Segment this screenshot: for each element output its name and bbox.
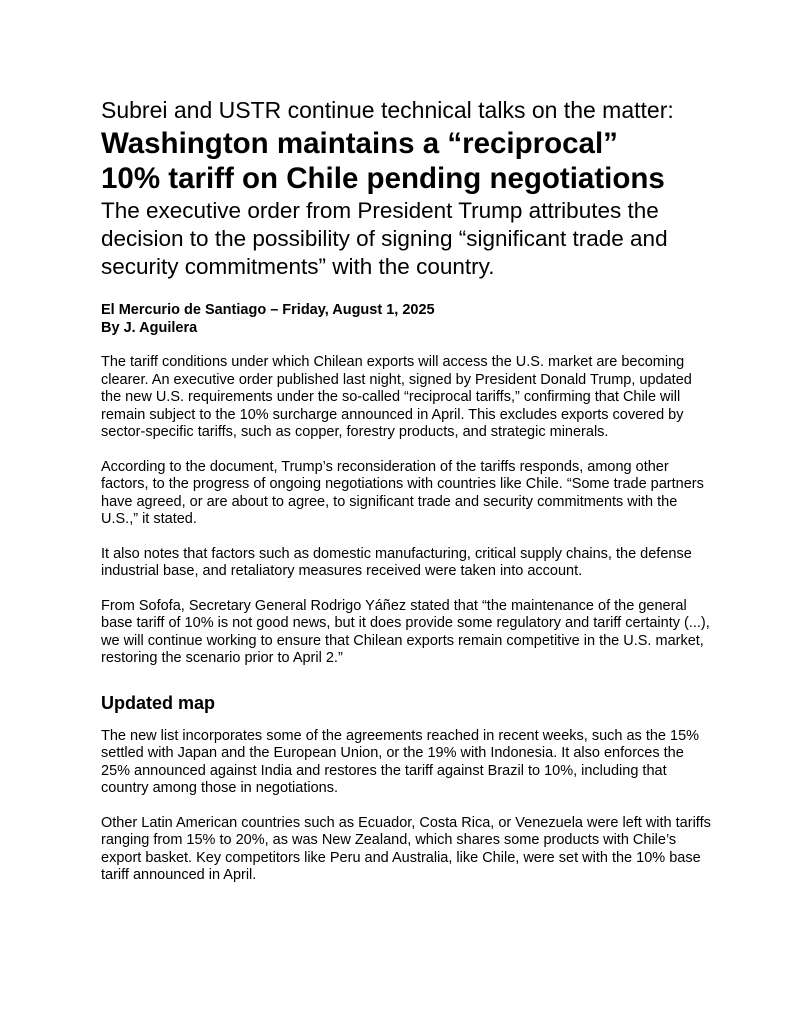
- byline: [101, 301, 711, 337]
- article-body: [101, 354, 711, 885]
- paragraph: According to the document, Trump’s reconsideration of the tariffs responds, among other factors, to the progress of ongoing negotiations with countries like Chile. “Some trade partners have agreed, or are about to agree, to significant trade and security commitments with the U.S.,” it stated.: [101, 458, 704, 527]
- paragraph: The tariff conditions under which Chilean exports will access the U.S. market are becoming clearer. An executive order published last night, signed by President Donald Trump, updated the new U.S. requirements under the so-called “reciprocal tariffs,” confirming that Chile will remain subject to the 10% surcharge announced in April. This excludes exports covered by sector-specific tariffs, such as copper, forestry products, and strategic minerals.: [101, 354, 692, 440]
- section-title: Updated map: [101, 692, 216, 713]
- paragraph: The new list incorporates some of the agreements reached in recent weeks, such as the 15% settled with Japan and the European Union, or the 19% with Indonesia. It also enforces the 25% announced against India and restores the tariff against Brazil to 10%, including that country among those in negotiations.: [101, 727, 700, 796]
- article-kicker: Subrei and USTR continue technical talks on the matter:: [101, 97, 674, 123]
- paragraph: From Sofofa, Secretary General Rodrigo Yáñez stated that “the maintenance of the general base tariff of 10% is not good news, but it does provide some regulatory and tariff certainty (...), we will continue working to ensure that Chilean exports remain competitive in the U.S. market, restoring the scenario prior to April 2.”: [101, 597, 710, 666]
- paragraph: It also notes that factors such as domestic manufacturing, critical supply chains, the defense industrial base, and retaliatory measures received were taken into account.: [101, 545, 692, 579]
- headline-line-1: Washington maintains a “reciprocal”: [101, 127, 618, 160]
- source-dateline: El Mercurio de Santiago – Friday, August 1, 2025: [101, 302, 435, 318]
- headline-line-2: 10% tariff on Chile pending negotiations: [101, 162, 665, 195]
- article-subheadline: The executive order from President Trump attributes the decision to the possibility of signing “significant trade and security commitments” with the country.: [101, 198, 668, 279]
- article: [101, 96, 711, 902]
- author: By J. Aguilera: [101, 320, 198, 336]
- paragraph: Other Latin American countries such as Ecuador, Costa Rica, or Venezuela were left with tariffs ranging from 15% to 20%, as was New Zealand, which shares some products with Chile’s export basket. Key competitors like Peru and Australia, like Chile, were set with the 10% base tariff announced in April.: [101, 814, 711, 883]
- article-headline: [101, 126, 711, 196]
